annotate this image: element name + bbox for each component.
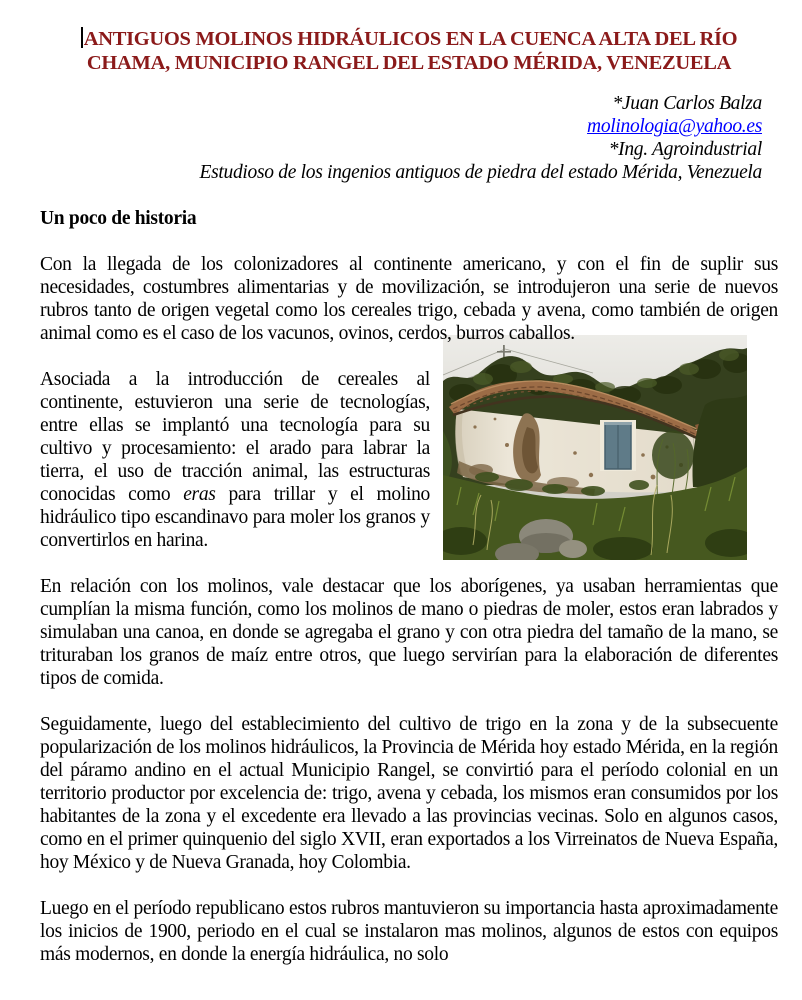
email-link[interactable]: molinologia@yahoo.es bbox=[587, 116, 762, 137]
byline-block bbox=[40, 92, 778, 184]
adobe-house-photo bbox=[443, 335, 747, 560]
paragraph-republican-period: Luego en el período republicano estos rubros mantuvieron su importancia hasta aproximadamente los inicios de 1900, periodo en el cual se instalaron mas molinos, algunos de estos con equipos más modernos, en donde la energía hidráulica, no solo bbox=[40, 898, 778, 965]
section-heading: Un poco de historia bbox=[40, 208, 197, 229]
paragraph-technologies-text-2: para trillar y el molino hidráulico tipo escandinavo para moler los granos y convertirlos en harina. bbox=[40, 484, 430, 551]
paragraph-aborigenes: En relación con los molinos, vale destacar que los aborígenes, ya usaban herramientas que cumplían la misma función, como los molinos de mano o piedras de moler, estos eran labrados y simulaban una canoa, en donde se agregaba el grano y con otra piedra del tamaño de la mano, se trituraban los granos de maíz entre otros, que luego servirían para la elaboración de diferentes tipos de comida. bbox=[40, 576, 778, 689]
paragraph-technologies-text: Asociada a la introducción de cereales al continente, estuvieron una serie de tecnologías, entre ellas se implantó una tecnología para su cultivo y procesamiento: el arado para labrar la tierra, el uso de tracción animal, las estructuras conocidas como bbox=[40, 369, 430, 505]
author-name: *Juan Carlos Balza bbox=[612, 93, 762, 114]
paragraph-colonizers: Con la llegada de los colonizadores al continente americano, y con el fin de suplir sus necesidades, costumbres alimentarias y de movilización, se introdujeron una serie de nuevos rubros tanto de origen vegetal como los cereales trigo, cebada y avena, como también de origen animal como es el caso de los vacunos, ovinos, cerdos, burros caballos. bbox=[40, 254, 778, 344]
author-credential: *Ing. Agroindustrial bbox=[608, 139, 762, 160]
eras-italic-word: eras bbox=[183, 484, 216, 505]
document-title-text: ANTIGUOS MOLINOS HIDRÁULICOS EN LA CUENCA ALTA DEL RÍO CHAMA, MUNICIPIO RANGEL DEL ESTADO MÉRIDA, VENEZUELA bbox=[83, 28, 738, 74]
adobe-house-photo-art bbox=[443, 335, 747, 560]
document-title bbox=[40, 27, 778, 75]
text-cursor bbox=[81, 27, 83, 48]
author-description: Estudioso de los ingenios antiguos de piedra del estado Mérida, Venezuela bbox=[199, 162, 762, 183]
paragraph-colonial-production: Seguidamente, luego del establecimiento del cultivo de trigo en la zona y de la subsecuente popularización de los molinos hidráulicos, la Provincia de Mérida hoy estado Mérida, en la región del páramo andino en el actual Municipio Rangel, se convirtió para el período colonial en un territorio productor por excelencia de: trigo, avena y cebada, los mismos eran consumidos por los habitantes de la zona y el excedente era llevado a las provincias vecinas. Solo en algunos casos, como en el primer quinquenio del siglo XVII, eran exportados a los Virreinatos de Nueva España, hoy México y de Nueva Granada, hoy Colombia. bbox=[40, 714, 778, 873]
